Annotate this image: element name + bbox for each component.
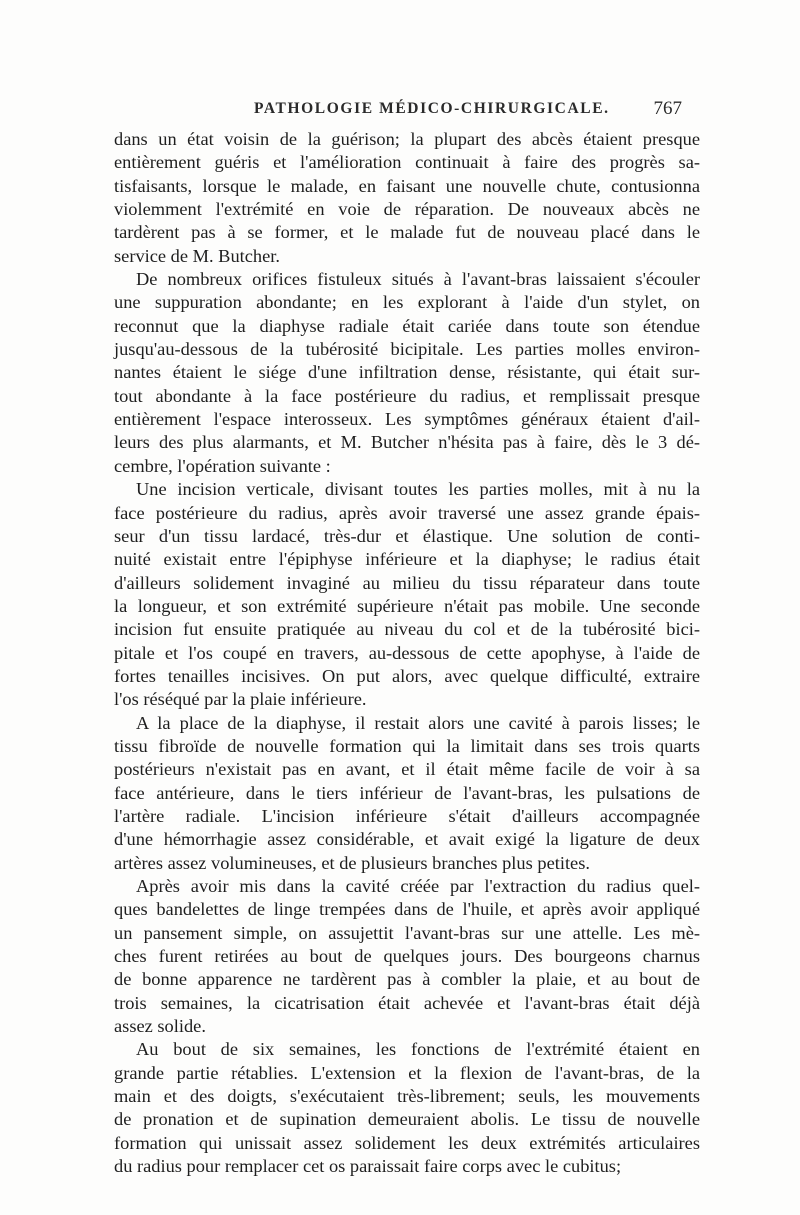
body-text: [114, 128, 700, 1178]
text-line: nantes étaient le siége d'une infiltration dense, résistante, qui était sur-: [114, 362, 700, 383]
text-line: reconnut que la diaphyse radiale était cariée dans toute son étendue: [114, 315, 700, 336]
text-line: main et des doigts, s'exécutaient très-librement; seuls, les mouvements: [114, 1086, 700, 1107]
text-line: artères assez volumineuses, et de plusieurs branches plus petites.: [114, 852, 590, 873]
text-line: fortes tenailles incisives. On put alors, avec quelque difficulté, extraire: [114, 665, 700, 686]
page-number: 767: [653, 98, 682, 119]
text-line: d'une hémorrhagie assez considérable, et avait exigé la ligature de deux: [114, 829, 700, 850]
text-line: l'os réséqué par la plaie inférieure.: [114, 689, 367, 710]
text-line: entièrement guéris et l'amélioration continuait à faire des progrès sa-: [114, 152, 700, 173]
text-line: jusqu'au-dessous de la tubérosité bicipitale. Les parties molles environ-: [114, 339, 700, 360]
text-line: cembre, l'opération suivante :: [114, 455, 331, 476]
text-line: d'ailleurs solidement invaginé au milieu du tissu réparateur dans toute: [114, 572, 700, 593]
text-line: la longueur, et son extrémité supérieure n'était pas mobile. Une seconde: [114, 595, 700, 616]
running-head: [114, 100, 682, 126]
text-line: tardèrent pas à se former, et le malade fut de nouveau placé dans le: [114, 222, 700, 243]
text-line: assez solide.: [114, 1016, 206, 1037]
text-line: tout abondante à la face postérieure du radius, et remplissait presque: [114, 385, 700, 406]
text-line: grande partie rétablies. L'extension et la flexion de l'avant-bras, de la: [114, 1062, 700, 1083]
text-line: face postérieure du radius, après avoir traversé une assez grande épais-: [114, 502, 700, 523]
text-line: ches furent retirées au bout de quelques jours. Des bourgeons charnus: [114, 946, 700, 967]
paragraph: [114, 268, 700, 478]
text-line: tissu fibroïde de nouvelle formation qui la limitait dans ses trois quarts: [114, 735, 700, 756]
text-line: une suppuration abondante; en les explorant à l'aide d'un stylet, on: [114, 292, 700, 313]
text-line: violemment l'extrémité en voie de réparation. De nouveaux abcès ne: [114, 199, 700, 220]
text-line: trois semaines, la cicatrisation était achevée et l'avant-bras était déjà: [114, 992, 700, 1013]
text-line: formation qui unissait assez solidement les deux extrémités articulaires: [114, 1132, 700, 1153]
paragraph: [114, 1038, 700, 1178]
text-line: incision fut ensuite pratiquée au niveau du col et de la tubérosité bici-: [114, 619, 700, 640]
text-line: Au bout de six semaines, les fonctions de l'extrémité étaient en: [136, 1039, 700, 1060]
text-line: de pronation et de supination demeuraient abolis. Le tissu de nouvelle: [114, 1109, 700, 1130]
text-line: pitale et l'os coupé en travers, au-dessous de cette apophyse, à l'aide de: [114, 642, 700, 663]
text-line: seur d'un tissu lardacé, très-dur et élastique. Une solution de conti-: [114, 525, 700, 546]
text-line: de bonne apparence ne tardèrent pas à combler la plaie, et au bout de: [114, 969, 700, 990]
text-line: tisfaisants, lorsque le malade, en faisant une nouvelle chute, contusionna: [114, 175, 700, 196]
text-line: A la place de la diaphyse, il restait alors une cavité à parois lisses; le: [136, 712, 700, 733]
text-line: l'artère radiale. L'incision inférieure s'était d'ailleurs accompagnée: [114, 805, 700, 826]
text-line: service de M. Butcher.: [114, 245, 280, 266]
text-line: du radius pour remplacer cet os paraissait faire corps avec le cubitus;: [114, 1156, 622, 1177]
running-title: PATHOLOGIE MÉDICO-CHIRURGICALE.: [254, 100, 610, 117]
text-line: dans un état voisin de la guérison; la plupart des abcès étaient presque: [114, 129, 700, 149]
paragraph: [114, 478, 700, 711]
paragraph: [114, 712, 700, 875]
text-line: leurs des plus alarmants, et M. Butcher n'hésita pas à faire, dès le 3 dé-: [114, 432, 700, 453]
text-line: De nombreux orifices fistuleux situés à l'avant-bras laissaient s'écouler: [136, 269, 700, 290]
text-line: postérieurs n'existait pas en avant, et il était même facile de voir à sa: [114, 759, 700, 780]
text-line: entièrement l'espace interosseux. Les symptômes généraux étaient d'ail-: [114, 409, 700, 430]
text-line: nuité existait entre l'épiphyse inférieure et la diaphyse; le radius était: [114, 549, 700, 570]
text-line: Après avoir mis dans la cavité créée par l'extraction du radius quel-: [136, 876, 700, 896]
paragraph: [114, 128, 700, 268]
text-line: face antérieure, dans le tiers inférieur de l'avant-bras, les pulsations de: [114, 782, 700, 803]
text-line: un pansement simple, on assujettit l'avant-bras sur une attelle. Les mè-: [114, 922, 700, 943]
text-line: Une incision verticale, divisant toutes les parties molles, mit à nu la: [136, 479, 700, 500]
paragraph: [114, 875, 700, 1038]
text-line: ques bandelettes de linge trempées dans de l'huile, et après avoir appliqué: [114, 899, 700, 920]
